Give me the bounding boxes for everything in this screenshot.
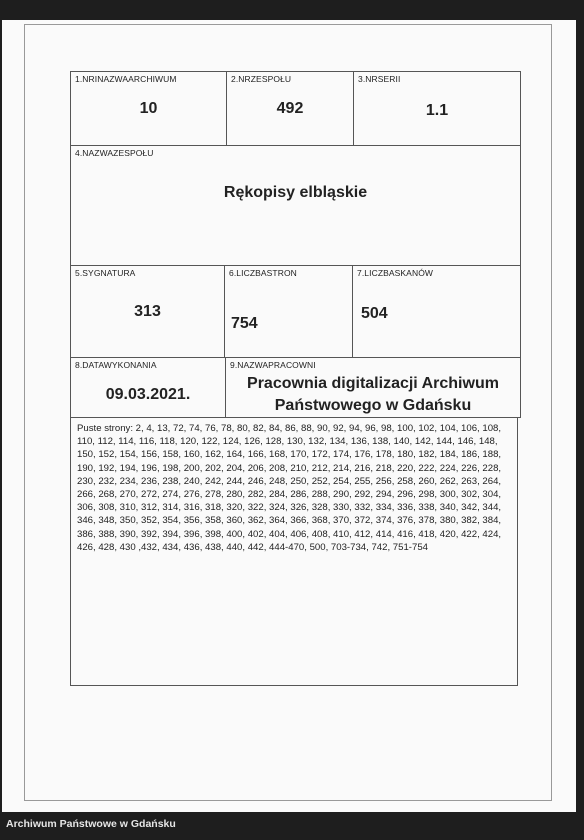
signature-value: 313 <box>134 303 161 320</box>
scan-count-value: 504 <box>361 305 388 322</box>
fonds-name-label: 4.NAZWAZESPOŁU <box>75 148 154 158</box>
fonds-name-value: Rękopisy elbląskie <box>223 184 368 201</box>
series-number-value: 1.1 <box>425 102 449 119</box>
studio-name-line2: Państwowego w Gdańsku <box>274 397 472 414</box>
date-label: 8.DATAWYKONANIA <box>75 360 157 370</box>
date-value: 09.03.2021. <box>105 386 191 403</box>
outer-frame-line <box>24 24 552 801</box>
page-count-label: 6.LICZBASTRON <box>229 268 297 278</box>
archive-number-value: 10 <box>139 100 158 117</box>
fonds-number-label: 2.NRZESPOŁU <box>231 74 292 84</box>
studio-label: 9.NAZWAPRACOWNI <box>230 360 316 370</box>
page-count-value: 754 <box>231 315 258 332</box>
scan-count-label: 7.LICZBASKANÓW <box>357 268 434 278</box>
fonds-number-value: 492 <box>276 100 304 117</box>
studio-name-line1: Pracownia digitalizacji Archiwum <box>247 375 499 392</box>
archive-number-label: 1.NRINAZWAARCHIWUM <box>75 74 177 84</box>
series-number-label: 3.NRSERII <box>358 74 401 84</box>
document-sheet <box>2 20 576 812</box>
signature-label: 5.SYGNATURA <box>75 268 136 278</box>
empty-pages-list: Puste strony: 2, 4, 13, 72, 74, 76, 78, 80, 82, 84, 86, 88, 90, 92, 94, 96, 98, 100, 102, 104, 106, 108, 110, 112, 114, 116, 118, 120, 122, 124, 126, 128, 130, 132, 134, 136, 138, 140, 142, 144, 146, 148, 150, 152, 154, 156, 158, 160, 162, 164, 166, 168, 170, 172, 174, 176, 178, 180, 182, 184, 186, 188, 190, 192, 194, 196, 198, 200, 202, 204, 206, 208, 210, 212, 214, 216, 218, 220, 222, 224, 226, 228, 230, 232, 234, 236, 238, 240, 242, 244, 246, 248, 250, 252, 254, 255, 256, 258, 260, 262, 263, 264, 266, 268, 270, 272, 274, 276, 278, 280, 282, 284, 286, 288, 290, 292, 294, 296, 298, 300, 302, 304, 306, 308, 310, 312, 314, 316, 318, 320, 322, 324, 326, 328, 330, 332, 334, 336, 338, 340, 342, 344, 346, 348, 350, 352, 354, 356, 358, 360, 362, 364, 366, 368, 370, 372, 374, 376, 378, 380, 382, 384, 386, 388, 390, 392, 394, 396, 398, 400, 402, 404, 406, 408, 410, 412, 414, 416, 418, 420, 422, 424, 426, 428, 430 ,432, 434, 436, 438, 440, 442, 444-470, 500, 703-734, 742, 751-754 <box>77 423 502 553</box>
footer-archive-name: Archiwum Państwowe w Gdańsku <box>6 818 176 830</box>
